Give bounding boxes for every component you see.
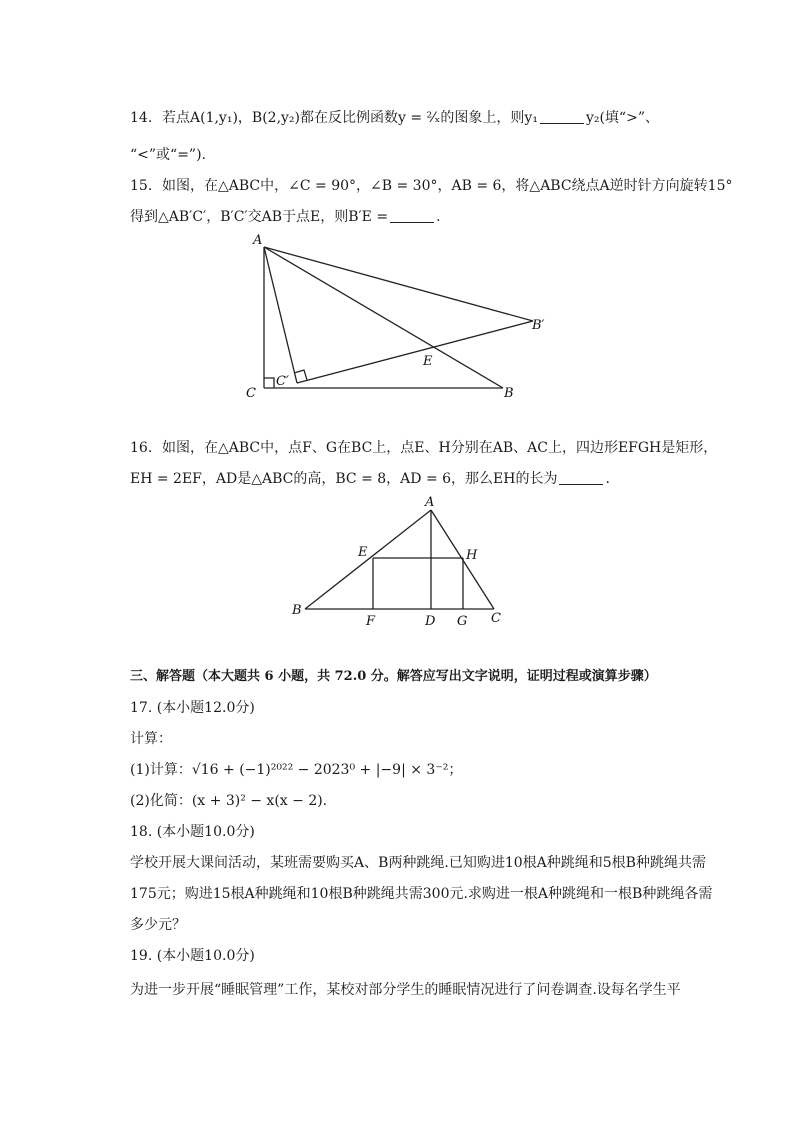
q16-label-A: A [425, 495, 435, 510]
q19-line-1: 为进一步开展“睡眠管理”工作，某校对部分学生的睡眠情况进行了问卷调查.设每名学生平 [130, 982, 681, 998]
q15-number: 15. [130, 178, 153, 194]
q19-header: 19. (本小题10.0分) [130, 948, 255, 964]
q16-label-D: D [425, 614, 436, 629]
q15-label-A: A [253, 233, 263, 248]
q16-label-G: G [457, 614, 468, 629]
q15-label-B: B [504, 386, 514, 401]
q16-label-B: B [292, 603, 302, 618]
q17-part-1: (1)计算：√16 + (−1)²⁰²² − 2023⁰ + |−9| × 3⁻²； [130, 762, 463, 778]
q15-label-Bprime: B′ [532, 318, 545, 333]
q14-text-c: “<”或“=”). [130, 147, 207, 163]
q14-number: 14. [130, 110, 153, 126]
q16-seg-AB [305, 510, 431, 609]
q15-label-Cprime: C′ [276, 374, 289, 389]
q14-text-b: y₂(填“>”、 [585, 110, 659, 126]
q17-header: 17. (本小题12.0分) [130, 700, 255, 716]
q16-period: . [605, 471, 610, 487]
q15-label-C: C [246, 386, 256, 401]
q15-text-a: 如图，在△ABC中，∠C = 90°，∠B = 30°，AB = 6，将△ABC绕点A逆时针方向旋转15° [162, 178, 733, 194]
q18-line-2: 175元；购进15根A种跳绳和10根B种跳绳共需300元.求购进一根A种跳绳和一根B种跳绳各需 [130, 886, 713, 902]
q18-line-1: 学校开展大课间活动，某班需要购买A、B两种跳绳.已知购进10根A种跳绳和5根B种跳绳共需 [130, 855, 706, 871]
section-3-title: 三、解答题（本大题共 6 小题，共 72.0 分。解答应写出文字说明，证明过程或演算步骤） [130, 669, 657, 684]
q16-label-C: C [491, 611, 501, 626]
q16-text-b: EH = 2EF，AD是△ABC的高，BC = 8，AD = 6，那么EH的长为 [130, 471, 558, 487]
q17-intro: 计算： [130, 731, 172, 747]
q18-line-3: 多少元？ [130, 917, 186, 933]
q17-part-2: (2)化简：(x + 3)² − x(x − 2). [130, 793, 328, 809]
q16-label-E: E [358, 545, 368, 560]
q16-number: 16. [130, 440, 153, 456]
q14-text-a: 若点A(1,y₁)，B(2,y₂)都在反比例函数y = ²⁄ₓ的图象上，则y₁ [162, 110, 538, 126]
q16-label-H: H [466, 548, 478, 563]
q15-text-b: 得到△AB′C′，B′C′交AB于点E，则B′E = [130, 209, 389, 225]
q16-label-F: F [366, 614, 376, 629]
q15-period: . [436, 209, 441, 225]
q18-header: 18. (本小题10.0分) [130, 824, 255, 840]
q15-label-E: E [423, 354, 433, 369]
q16-text-a: 如图，在△ABC中，点F、G在BC上，点E、H分别在AB、AC上，四边形EFGH是矩形， [162, 440, 718, 456]
